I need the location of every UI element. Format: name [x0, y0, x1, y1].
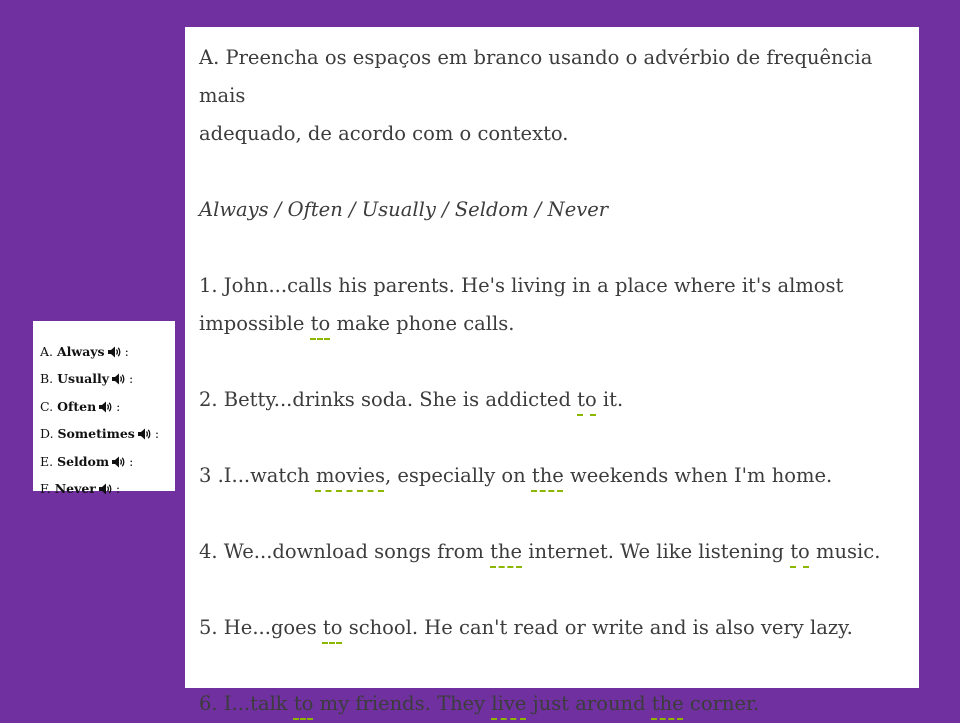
answer-colon: : [124, 344, 129, 359]
flagged-word[interactable]: to [293, 692, 314, 715]
speaker-icon[interactable] [112, 451, 125, 476]
answer-colon: : [115, 481, 121, 497]
text-segment: school. He can't read or write and is also very lazy. [342, 616, 853, 639]
answer-word: Seldom [57, 453, 110, 469]
text-segment: 6. I...talk [199, 692, 294, 715]
speaker-icon[interactable] [112, 368, 125, 393]
text-segment: , especially on [384, 464, 532, 487]
answer-word: Always [56, 344, 105, 359]
answer-letter: A. [40, 344, 57, 359]
text-segment: 3 .I...watch [199, 464, 316, 487]
flagged-word[interactable]: movies [315, 464, 385, 487]
text-segment: music. [809, 540, 881, 563]
answer-item-always [40, 339, 175, 366]
question-4 [199, 533, 905, 571]
flagged-word[interactable]: to [322, 616, 343, 639]
instruction-line-1: A. Preencha os espaços em branco usando o advérbio de frequência mais [199, 46, 873, 107]
question-3 [199, 457, 905, 495]
answer-list [33, 321, 175, 497]
answer-item-sometimes [40, 421, 175, 448]
question-2 [199, 381, 905, 419]
speaker-icon[interactable] [99, 478, 112, 503]
answer-letter: B. [40, 371, 58, 387]
answer-letter: E. [40, 453, 58, 469]
answer-letter: D. [40, 426, 58, 442]
flagged-word[interactable]: the [490, 540, 523, 563]
flagged-word[interactable]: live [491, 692, 527, 715]
answer-word: Never [54, 481, 96, 497]
text-segment: weekends when I'm home. [563, 464, 833, 487]
text-segment: internet. We like listening [522, 540, 791, 563]
question-1-line-2 [199, 305, 905, 343]
answer-item-often [40, 394, 175, 421]
flagged-word[interactable]: to [310, 312, 331, 335]
answer-item-never [40, 476, 175, 503]
flagged-word[interactable]: to [577, 388, 597, 411]
flagged-word[interactable]: the [531, 464, 564, 487]
instruction-line-2: adequado, de acordo com o contexto. [199, 122, 569, 145]
flagged-word[interactable]: to [790, 540, 810, 563]
text-segment: 5. He...goes [199, 616, 323, 639]
question-6 [199, 685, 905, 723]
answer-item-seldom [40, 449, 175, 476]
speaker-icon[interactable] [138, 423, 151, 448]
flagged-word[interactable]: the [651, 692, 684, 715]
answer-word: Sometimes [57, 426, 135, 442]
text-segment: just around [526, 692, 652, 715]
answer-colon: : [129, 453, 134, 469]
question-1-line-1: 1. John...calls his parents. He's living in a place where it's almost [199, 274, 844, 297]
text-segment: 4. We...download songs from [199, 540, 491, 563]
answer-colon: : [116, 398, 121, 414]
speaker-icon[interactable] [108, 341, 121, 366]
answer-letter: C. [40, 398, 58, 414]
speaker-icon[interactable] [99, 396, 112, 421]
answer-word: Often [57, 398, 97, 414]
text-segment: it. [596, 388, 624, 411]
answer-colon: : [154, 426, 160, 442]
answer-word: Usually [57, 371, 110, 387]
answer-letter: F. [40, 481, 55, 497]
exercise-panel [185, 27, 919, 715]
answer-item-usually [40, 366, 175, 393]
text-segment: impossible [199, 312, 311, 335]
options-line: Always / Often / Usually / Seldom / Never [199, 198, 609, 221]
answer-colon: : [129, 371, 134, 387]
question-5 [199, 609, 905, 647]
text-segment: make phone calls. [330, 312, 515, 335]
text-segment: corner. [683, 692, 760, 715]
text-segment: my friends. They [313, 692, 492, 715]
text-segment: 2. Betty...drinks soda. She is addicted [199, 388, 578, 411]
